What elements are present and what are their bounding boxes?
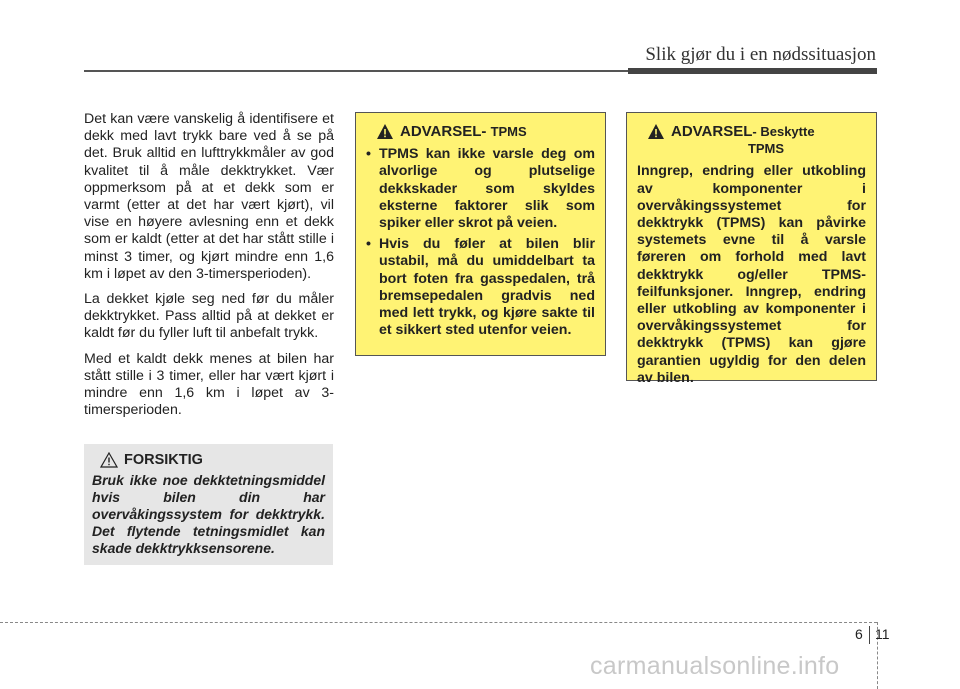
body-text-column <box>84 111 334 427</box>
page-number: 11 <box>875 626 890 642</box>
warning-triangle-icon <box>376 123 394 140</box>
warning-box-tpms <box>355 112 606 356</box>
caution-triangle-icon <box>100 452 118 468</box>
caution-title: FORSIKTIG <box>124 452 203 468</box>
body-paragraph-1: Det kan være vanskelig å identifisere et dekk med lavt trykk bare ved å se på det. Bruk alltid en lufttrykkmåler av god kvalitet til å måle dekktrykket. Vær oppmerksom på at et dekk som er varmt (etter at det har vært kjørt), vil vise en høyere avlesning enn et dekk som er kaldt (etter at det har stått stille i minst 3 timer, og kjørt mindre enn 1,6 km i løpet av den 3-timersperioden). <box>84 111 334 282</box>
warning-header <box>366 123 595 140</box>
watermark: carmanualsonline.info <box>590 652 840 680</box>
page-header-title: Slik gjør du i en nødssituasjon <box>645 44 876 65</box>
body-paragraph-3: Med et kaldt dekk menes at bilen har stått stille i 3 timer, eller har vært kjørt i mindre enn 1,6 km i løpet av 3-timersperioden. <box>84 350 334 419</box>
header-rule-accent <box>628 68 877 74</box>
page-number-separator <box>869 626 870 644</box>
chapter-number: 6 <box>855 626 863 642</box>
warning-text: Inngrep, endring eller utkobling av komponenter i overvåkingssystemet for dekktrykk (TPMS) kan påvirke systemets evne til å varsle føreren om forhold med lavt dekktrykk og/eller TPMS-feilfunksjoner. Inngrep, endring eller utkobling av komponenter i overvåkingssystemet for dekktrykk (TPMS) kan gjøre garantien ugyldig for den delen av bilen. <box>637 163 866 386</box>
caution-box <box>84 444 333 565</box>
footer-rule <box>0 622 877 623</box>
warning-box-protect-tpms <box>626 112 877 386</box>
warning-list <box>366 146 595 339</box>
caution-text: Bruk ikke noe dekktetningsmiddel hvis bilen din har overvåkingssystem for dekktrykk. Det flytende tetningsmidlet kan skade dekktrykksensorene. <box>92 472 325 556</box>
body-paragraph-2: La dekket kjøle seg ned før du måler dekktrykket. Pass alltid på at dekket er kaldt før du fyller luft til anbefalt trykk. <box>84 291 334 342</box>
warning-title: ADVARSEL- Beskytte TPMS <box>671 123 815 157</box>
warning-item-2: • Hvis du føler at bilen blir ustabil, må du umiddelbart ta bort foten fra gasspedalen, trå bremsepedalen gradvis ned med lett trykk, og kjøre sakte til et sikkert sted utenfor veien. <box>366 236 595 339</box>
warning-header <box>637 123 866 157</box>
warning-item-1: • TPMS kan ikke varsle deg om alvorlige og plutselige dekkskader som skyldes eksterne faktorer slik som spiker eller skrot på veien. <box>366 146 595 232</box>
warning-triangle-icon <box>647 123 665 140</box>
warning-title: ADVARSEL- TPMS <box>400 123 527 140</box>
caution-header <box>92 452 325 468</box>
